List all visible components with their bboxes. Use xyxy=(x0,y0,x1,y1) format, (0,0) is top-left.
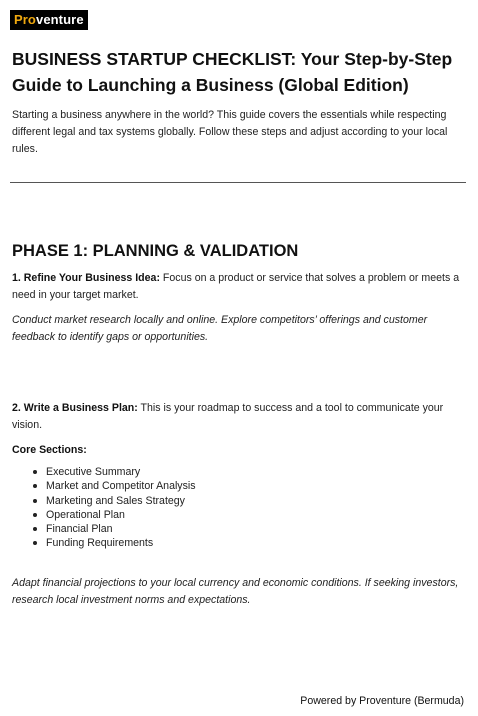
list-item-label: Executive Summary xyxy=(46,466,141,478)
list-item xyxy=(12,522,196,536)
list-item xyxy=(12,494,196,508)
list-item xyxy=(12,479,196,493)
core-sections-list xyxy=(12,465,196,551)
proventure-logo xyxy=(10,10,88,30)
step-2-note: Adapt financial projections to your local currency and economic conditions. If seeking investors, research local investment norms and expectations. xyxy=(12,577,459,606)
bullet-icon xyxy=(33,527,37,531)
list-item xyxy=(12,536,196,550)
list-item-label: Operational Plan xyxy=(46,508,125,521)
step-1-note: Conduct market research locally and online. Explore competitors’ offerings and customer feedback to identify gaps or opportunities. xyxy=(12,314,428,343)
bullet-icon xyxy=(33,499,37,503)
phase-1-heading: PHASE 1: PLANNING & VALIDATION xyxy=(12,242,299,260)
list-item xyxy=(12,465,196,479)
bullet-icon xyxy=(33,513,37,517)
horizontal-divider xyxy=(10,182,466,183)
step-1-paragraph xyxy=(12,270,470,304)
page-title: BUSINESS STARTUP CHECKLIST: Your Step-by-Step Guide to Launching a Business (Global Edition) xyxy=(12,49,453,95)
list-item xyxy=(12,508,196,522)
step-2-paragraph xyxy=(12,400,470,434)
bullet-icon xyxy=(33,541,37,545)
logo-text-pro: Pro xyxy=(14,12,36,27)
step-2-label: 2. Write a Business Plan: xyxy=(12,402,138,414)
intro-paragraph: Starting a business anywhere in the world? This guide covers the essentials while respecting different legal and tax systems globally. Follow these steps and adjust according to your local rules. xyxy=(12,109,448,155)
bullet-icon xyxy=(33,470,37,474)
list-item-label: Funding Requirements xyxy=(46,537,154,550)
core-sections-heading: Core Sections: xyxy=(12,444,87,456)
list-item-label: Marketing and Sales Strategy xyxy=(46,494,185,507)
list-item-label: Market and Competitor Analysis xyxy=(46,480,196,493)
logo-text-venture: venture xyxy=(35,12,84,27)
step-2-text: This is your roadmap to success and a tool to communicate your vision. xyxy=(12,402,444,431)
step-1-label: 1. Refine Your Business Idea: xyxy=(12,272,160,284)
footer-credit: Powered by Proventure (Bermuda) xyxy=(300,695,464,707)
step-1-text: Focus on a product or service that solves a problem or meets a need in your target market. xyxy=(12,272,460,301)
bullet-icon xyxy=(33,484,37,488)
list-item-label: Financial Plan xyxy=(46,523,113,536)
